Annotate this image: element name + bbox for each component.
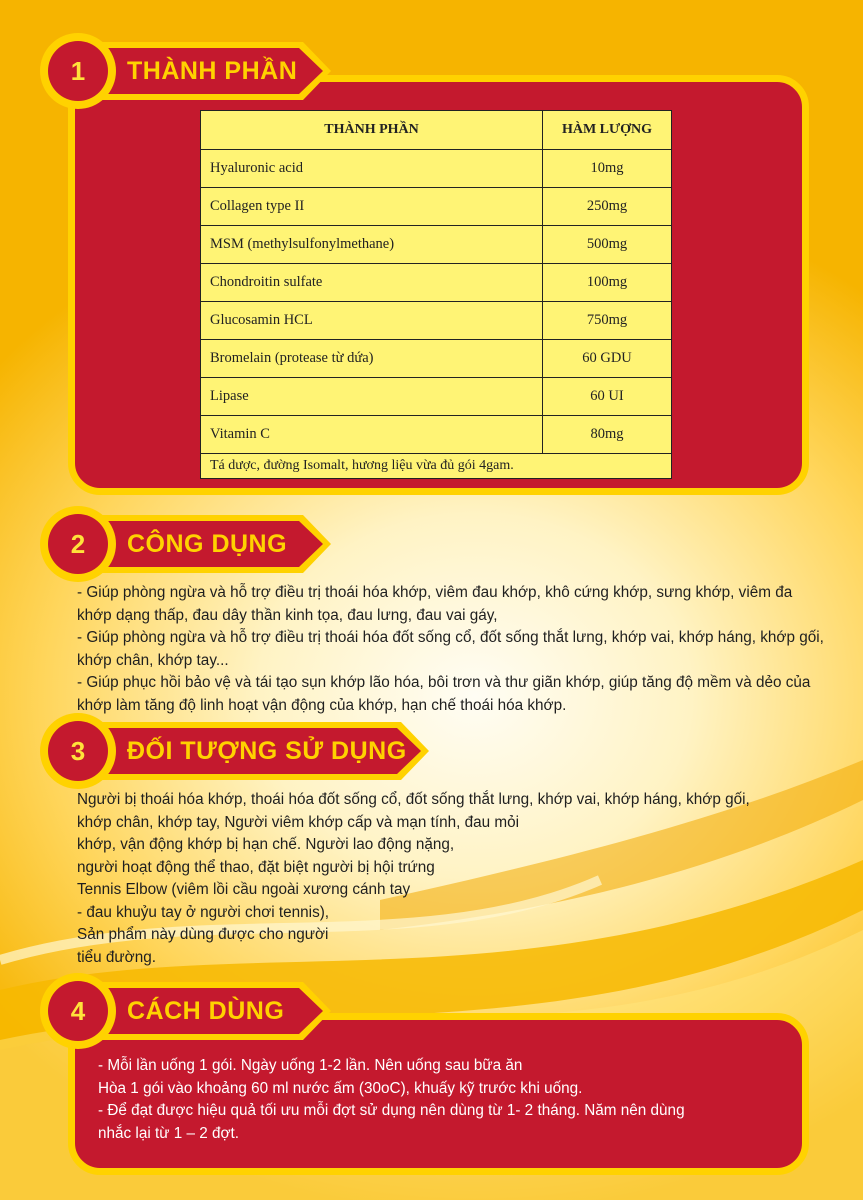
ingredient-amount: 60 GDU — [543, 340, 672, 378]
target-line: khớp chân, khớp tay, Người viêm khớp cấp và mạn tính, đau mỏi — [77, 813, 520, 831]
section-4-badge — [40, 973, 116, 1049]
section-2-banner — [95, 515, 335, 573]
section-3-title: ĐỐI TƯỢNG SỬ DỤNG — [127, 736, 407, 765]
ingredient-amount: 80mg — [543, 416, 672, 454]
ingredient-name: Lipase — [201, 378, 543, 416]
ingredient-name: Vitamin C — [201, 416, 543, 454]
section-2-number: 2 — [48, 514, 108, 574]
target-line: người hoạt động thể thao, đặt biệt người bị hội trứng — [77, 858, 435, 876]
usage-line: - Để đạt được hiệu quả tối ưu mỗi đợt sử dụng nên dùng từ 1- 2 tháng. Năm nên dùng — [98, 1102, 685, 1119]
target-line: Sản phẩm này dùng được cho người — [77, 926, 329, 943]
table-row — [201, 302, 672, 340]
section-4-banner — [95, 982, 335, 1040]
ingredient-name: Hyaluronic acid — [201, 150, 543, 188]
section-2-badge — [40, 506, 116, 582]
section-2-title: CÔNG DỤNG — [127, 529, 288, 558]
table-row — [201, 378, 672, 416]
ingredient-name: Collagen type II — [201, 188, 543, 226]
table-row — [201, 340, 672, 378]
table-row — [201, 150, 672, 188]
section-3-banner — [95, 722, 435, 780]
target-line: - đau khuỷu tay ở người chơi tennis), — [77, 903, 330, 921]
uses-line: - Giúp phòng ngừa và hỗ trợ điều trị thoái hóa đốt sống cổ, đốt sống thắt lưng, khớp vai, khớp háng, khớp gối, khớp chân, khớp tay... — [77, 629, 824, 669]
usage-line: - Mỗi lần uống 1 gói. Ngày uống 1-2 lần. Nên uống sau bữa ăn — [98, 1057, 523, 1074]
ingredient-amount: 10mg — [543, 150, 672, 188]
header-ingredient: THÀNH PHẦN — [201, 111, 543, 150]
ingredient-name: Glucosamin HCL — [201, 302, 543, 340]
section-4-number: 4 — [48, 981, 108, 1041]
ingredient-amount: 60 UI — [543, 378, 672, 416]
usage-line: nhắc lại từ 1 – 2 đợt. — [98, 1124, 240, 1142]
header-amount: HÀM LƯỢNG — [543, 111, 672, 150]
section-4-title: CÁCH DÙNG — [127, 996, 285, 1025]
target-line: khớp, vận động khớp bị hạn chế. Người lao động nặng, — [77, 836, 455, 853]
target-text — [77, 789, 837, 969]
table-row — [201, 188, 672, 226]
usage-line: Hòa 1 gói vào khoảng 60 ml nước ấm (30oC), khuấy kỹ trước khi uống. — [98, 1079, 583, 1097]
usage-text — [98, 1055, 798, 1145]
section-1-banner — [95, 42, 335, 100]
target-line: Người bị thoái hóa khớp, thoái hóa đốt sống cổ, đốt sống thắt lưng, khớp vai, khớp háng, khớp gối, — [77, 791, 750, 808]
section-3-number: 3 — [48, 721, 108, 781]
target-line: tiểu đường. — [77, 948, 156, 966]
uses-line: - Giúp phục hồi bảo vệ và tái tạo sụn khớp lão hóa, bôi trơn và thư giãn khớp, giúp tăng độ mềm và dẻo của khớp làm tăng độ linh hoạt vận động của khớp, hạn chế thoái hóa khớp. — [77, 674, 811, 714]
section-1-number: 1 — [48, 41, 108, 101]
uses-line: - Giúp phòng ngừa và hỗ trợ điều trị thoái hóa khớp, viêm đau khớp, khô cứng khớp, sưng khớp, viêm đa khớp dạng thấp, đau dây thần kinh tọa, đau lưng, đau vai gáy, — [77, 584, 793, 624]
table-note-row — [201, 454, 672, 479]
section-1-title: THÀNH PHẦN — [127, 56, 298, 85]
ingredient-amount: 750mg — [543, 302, 672, 340]
uses-text — [77, 582, 827, 717]
ingredient-name: Chondroitin sulfate — [201, 264, 543, 302]
section-3-badge — [40, 713, 116, 789]
ingredient-amount: 100mg — [543, 264, 672, 302]
section-1-badge — [40, 33, 116, 109]
table-row — [201, 264, 672, 302]
ingredient-amount: 500mg — [543, 226, 672, 264]
table-row — [201, 416, 672, 454]
ingredient-name: Bromelain (protease từ dứa) — [201, 340, 543, 378]
target-line: Tennis Elbow (viêm lồi cầu ngoài xương cánh tay — [77, 881, 411, 898]
ingredients-table — [200, 110, 672, 479]
table-header-row — [201, 111, 672, 150]
table-row — [201, 226, 672, 264]
ingredient-name: MSM (methylsulfonylmethane) — [201, 226, 543, 264]
excipient-note: Tá dược, đường Isomalt, hương liệu vừa đủ gói 4gam. — [201, 454, 672, 479]
ingredient-amount: 250mg — [543, 188, 672, 226]
